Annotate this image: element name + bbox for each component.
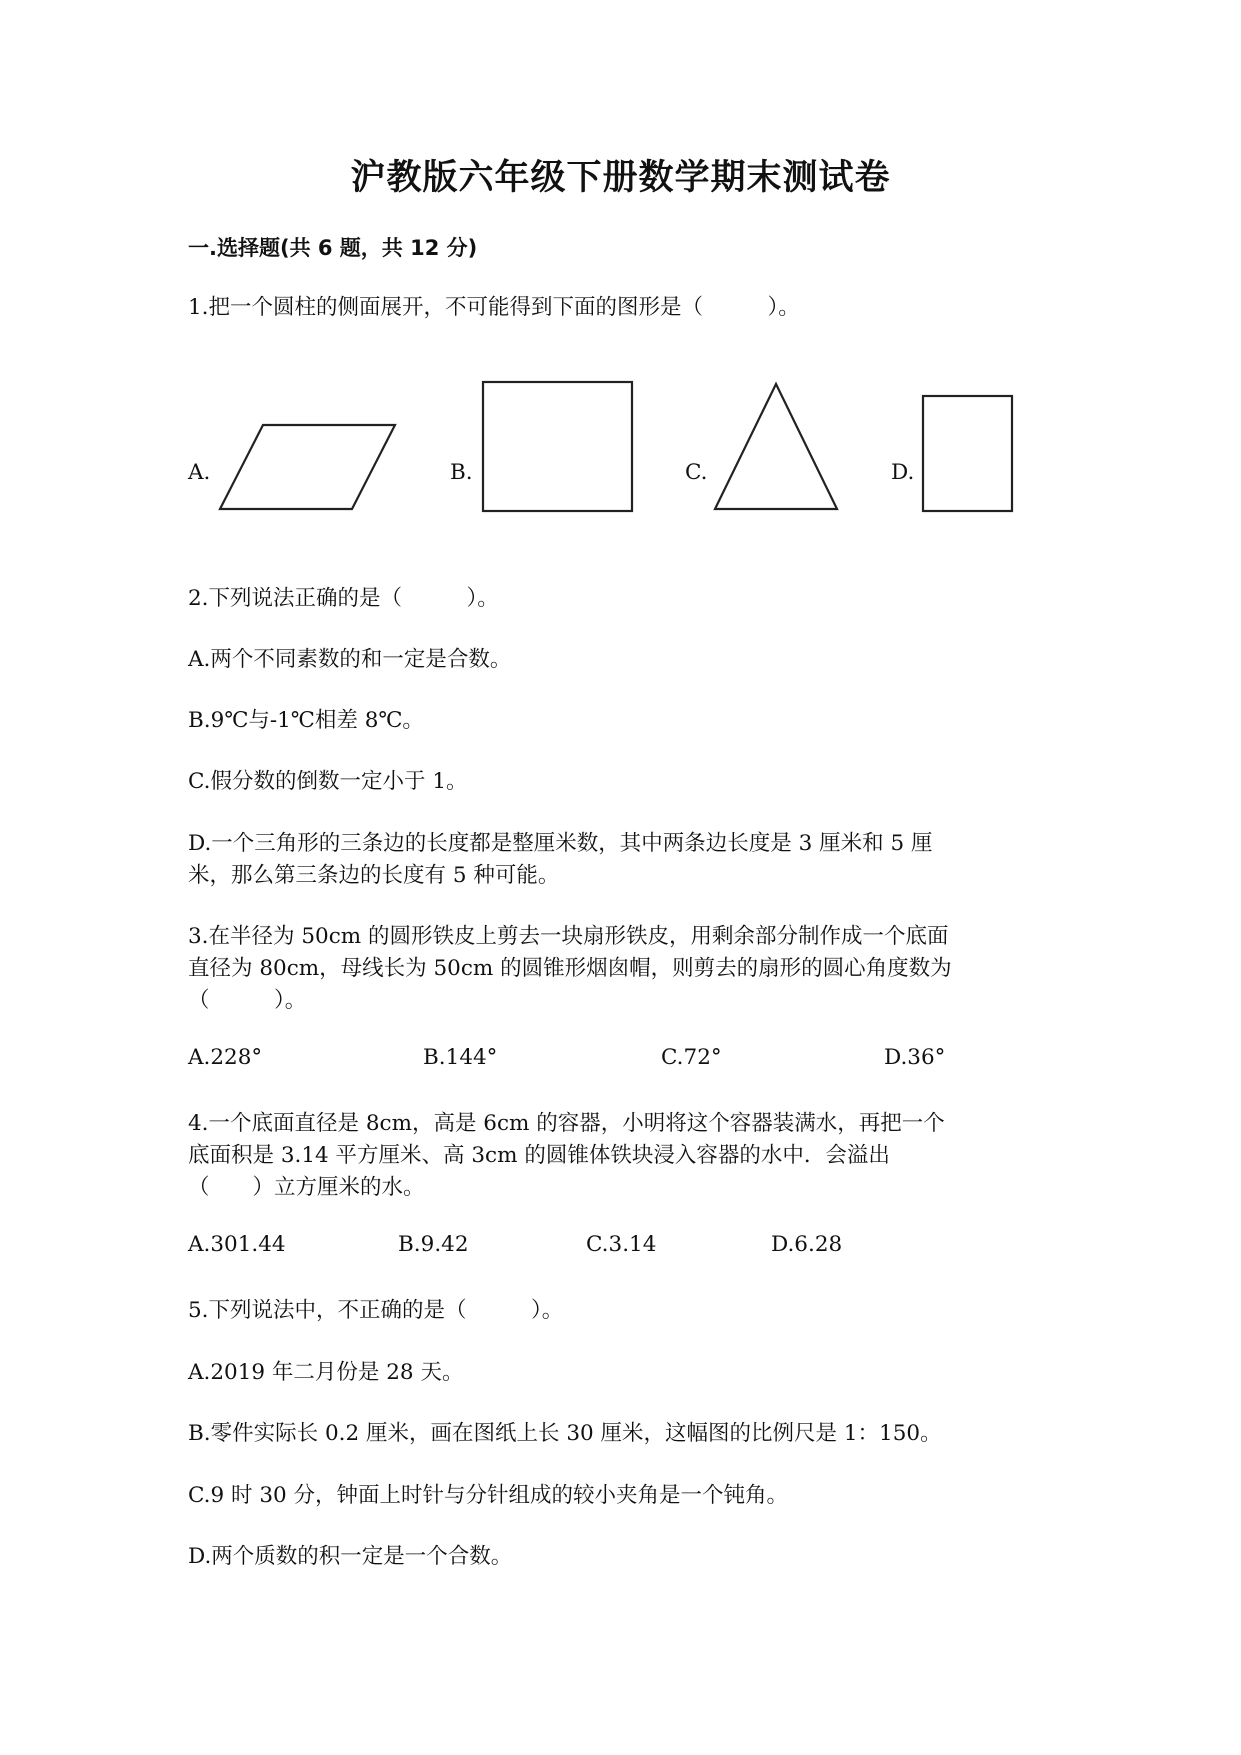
question-4-option-b: B.9.42 [398, 1232, 469, 1257]
question-1-stem: 1.把一个圆柱的侧面展开，不可能得到下面的图形是（ ）。 [188, 295, 800, 320]
question-5-option-d: D.两个质数的积一定是一个合数。 [188, 1544, 513, 1569]
question-3-line-3: （ ）。 [188, 988, 307, 1013]
question-4-option-a: A.301.44 [188, 1232, 286, 1257]
question-4-line-3: （ ）立方厘米的水。 [188, 1175, 425, 1200]
question-4-line-2: 底面积是 3.14 平方厘米、高 3cm 的圆锥体铁块浸入容器的水中．会溢出 [188, 1143, 890, 1168]
triangle-figure [713, 381, 839, 513]
question-5-option-a: A.2019 年二月份是 28 天。 [188, 1360, 464, 1385]
question-5-option-b: B.零件实际长 0.2 厘米，画在图纸上长 30 厘米，这幅图的比例尺是 1：150。 [188, 1421, 942, 1446]
q1-option-d-label: D. [891, 460, 915, 485]
question-3-option-a: A.228° [188, 1045, 263, 1070]
question-3-line-1: 3.在半径为 50cm 的圆形铁皮上剪去一块扇形铁皮，用剩余部分制作成一个底面 [188, 924, 949, 949]
question-3-line-2: 直径为 80cm，母线长为 50cm 的圆锥形烟囱帽，则剪去的扇形的圆心角度数为 [188, 956, 952, 981]
question-2-stem: 2.下列说法正确的是（ ）。 [188, 586, 499, 611]
question-5-stem: 5.下列说法中，不正确的是（ ）。 [188, 1298, 564, 1323]
question-4-option-d: D.6.28 [771, 1232, 843, 1257]
question-2-option-c: C.假分数的倒数一定小于 1。 [188, 769, 468, 794]
question-3-option-b: B.144° [423, 1045, 498, 1070]
question-4-line-1: 4.一个底面直径是 8cm，高是 6cm 的容器，小明将这个容器装满水，再把一个 [188, 1111, 945, 1136]
question-4-option-c: C.3.14 [586, 1232, 657, 1257]
parallelogram-figure [218, 422, 398, 512]
question-2-option-a: A.两个不同素数的和一定是合数。 [188, 647, 512, 672]
question-2-option-d-line-2: 米，那么第三条边的长度有 5 种可能。 [188, 863, 560, 888]
question-3-option-d: D.36° [884, 1045, 946, 1070]
question-3-option-c: C.72° [661, 1045, 722, 1070]
question-5-option-c: C.9 时 30 分，钟面上时针与分针组成的较小夹角是一个钝角。 [188, 1483, 789, 1508]
rectangle-figure [922, 395, 1014, 513]
square-figure [482, 381, 634, 513]
q1-option-a-label: A. [188, 460, 211, 485]
page-title: 沪教版六年级下册数学期末测试卷 [350, 158, 891, 198]
question-2-option-d-line-1: D.一个三角形的三条边的长度都是整厘米数，其中两条边长度是 3 厘米和 5 厘 [188, 831, 933, 856]
question-2-option-b: B.9℃与-1℃相差 8℃。 [188, 708, 424, 733]
q1-option-b-label: B. [450, 460, 473, 485]
section-heading: 一.选择题(共 6 题，共 12 分) [188, 236, 478, 260]
q1-option-c-label: C. [685, 460, 708, 485]
